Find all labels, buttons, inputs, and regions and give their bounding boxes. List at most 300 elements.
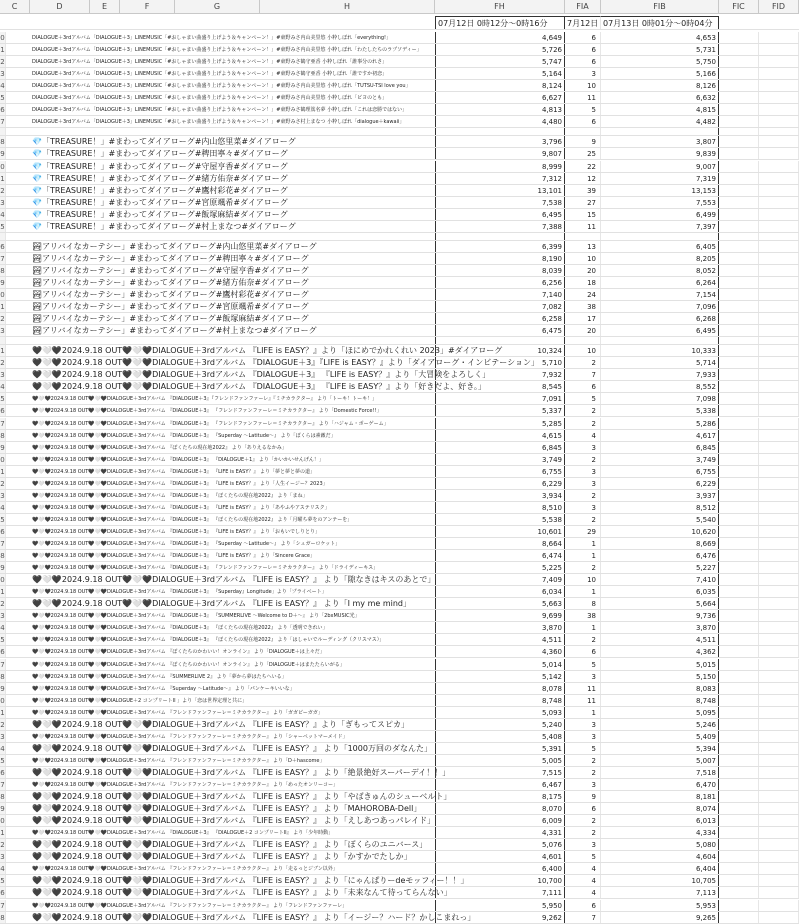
empty-cell[interactable] — [719, 839, 759, 850]
empty-cell[interactable] — [719, 815, 759, 826]
value-fia-cell[interactable]: 4 — [565, 875, 601, 886]
value-fib-cell[interactable] — [601, 337, 719, 344]
value-fib-cell[interactable]: 5,080 — [601, 839, 719, 850]
empty-cell[interactable] — [719, 454, 759, 465]
empty-cell[interactable] — [719, 241, 759, 252]
row-number[interactable]: 9 — [0, 805, 5, 814]
value-fia-cell[interactable]: 20 — [565, 325, 601, 336]
value-fh-cell[interactable]: 5,164 — [435, 68, 565, 79]
value-fia-cell[interactable]: 2 — [565, 454, 601, 465]
song-title-cell[interactable]: 🖤🤍🖤2024.9.18 OUT🖤🤍🖤DIALOGUE＋3rdアルバム 『LIFE is EASY？』 より「イージー？ハード？かしこまれっ」 — [32, 912, 476, 922]
value-fia-cell[interactable]: 29 — [565, 526, 601, 537]
table-row[interactable] — [0, 209, 799, 221]
value-fia-cell[interactable]: 1 — [565, 538, 601, 549]
empty-cell[interactable] — [759, 393, 799, 404]
empty-cell[interactable] — [759, 731, 799, 742]
value-fib-cell[interactable]: 5,246 — [601, 719, 719, 730]
column-header-fic[interactable]: FIC — [719, 0, 759, 14]
value-fh-cell[interactable] — [435, 128, 565, 135]
table-row[interactable] — [0, 719, 799, 731]
empty-cell[interactable] — [719, 767, 759, 778]
value-fh-cell[interactable]: 5,285 — [435, 418, 565, 429]
value-fia-cell[interactable]: 3 — [565, 442, 601, 453]
empty-cell[interactable] — [759, 430, 799, 441]
empty-cell[interactable] — [759, 265, 799, 276]
value-fh-cell[interactable]: 5,014 — [435, 659, 565, 670]
value-fia-cell[interactable]: 7 — [565, 369, 601, 380]
empty-cell[interactable] — [759, 683, 799, 694]
row-number[interactable]: 7 — [0, 254, 5, 263]
empty-cell[interactable] — [719, 393, 759, 404]
row-number[interactable]: 2 — [0, 600, 5, 609]
song-title-cell[interactable] — [30, 337, 435, 344]
row-number[interactable]: 3 — [0, 732, 5, 741]
row-number[interactable]: 1 — [0, 46, 5, 55]
empty-cell[interactable] — [719, 253, 759, 264]
value-fia-cell[interactable]: 10 — [565, 253, 601, 264]
empty-cell[interactable] — [759, 839, 799, 850]
row-number[interactable]: 5 — [0, 515, 5, 524]
table-row[interactable] — [0, 598, 799, 610]
value-fia-cell[interactable]: 3 — [565, 671, 601, 682]
value-fh-cell[interactable]: 8,190 — [435, 253, 565, 264]
table-row[interactable] — [0, 442, 799, 454]
value-fh-cell[interactable]: 3,934 — [435, 490, 565, 501]
value-fia-cell[interactable]: 2 — [565, 767, 601, 778]
row-number[interactable] — [0, 233, 6, 240]
value-fh-cell[interactable]: 6,475 — [435, 325, 565, 336]
table-row[interactable] — [0, 695, 799, 707]
row-number[interactable]: 5 — [0, 395, 5, 404]
row-number[interactable]: 8 — [0, 672, 5, 681]
value-fib-cell[interactable]: 4,334 — [601, 827, 719, 838]
value-fia-cell[interactable]: 25 — [565, 148, 601, 159]
value-fib-cell[interactable]: 9,007 — [601, 161, 719, 172]
empty-cell[interactable] — [759, 743, 799, 754]
table-row[interactable] — [0, 289, 799, 301]
value-fia-cell[interactable]: 3 — [565, 779, 601, 790]
row-number[interactable]: 7 — [0, 118, 5, 127]
row-number[interactable]: 5 — [0, 756, 5, 765]
value-fia-cell[interactable]: 12 — [565, 173, 601, 184]
table-row[interactable] — [0, 197, 799, 209]
empty-cell[interactable] — [719, 289, 759, 300]
value-fh-cell[interactable]: 7,091 — [435, 393, 565, 404]
table-row[interactable] — [0, 574, 799, 586]
table-row[interactable] — [0, 815, 799, 827]
value-fia-cell[interactable]: 2 — [565, 815, 601, 826]
value-fh-cell[interactable]: 7,409 — [435, 574, 565, 585]
song-title-cell[interactable]: 🖤🤍🖤2024.9.18 OUT🖤🤍🖤DIALOGUE＋3rdアルバム 『DIALOGUE＋3』 『SUMMERLIVE 〜Welcome to D＋〜』 より「2bxMUSIC光」 — [32, 613, 360, 620]
song-title-cell[interactable]: 🖤🤍🖤2024.9.18 OUT🖤🤍🖤DIALOGUE＋3rdアルバム 『DIALOGUE＋3』 『LIFE is EASY？』 より「あやふやアステリスク」 — [32, 504, 330, 511]
table-row[interactable] — [0, 839, 799, 851]
value-fia-cell[interactable]: 2 — [565, 634, 601, 645]
value-fia-cell[interactable]: 6 — [565, 803, 601, 814]
song-title-cell[interactable]: 💎「TREASURE！」#まわってダイアローグ#緒方佑奈#ダイアローグ — [32, 173, 288, 183]
table-row[interactable] — [0, 277, 799, 289]
empty-cell[interactable] — [719, 148, 759, 159]
value-fh-cell[interactable]: 8,078 — [435, 683, 565, 694]
value-fia-cell[interactable]: 20 — [565, 265, 601, 276]
value-fia-cell[interactable]: 27 — [565, 197, 601, 208]
table-row[interactable] — [0, 233, 799, 241]
table-row[interactable] — [0, 68, 799, 80]
row-number[interactable]: 2 — [0, 58, 5, 67]
row-number[interactable] — [0, 337, 6, 344]
row-number[interactable]: 1 — [0, 467, 5, 476]
table-row[interactable] — [0, 586, 799, 598]
row-number[interactable]: 6 — [0, 768, 5, 777]
song-title-cell[interactable]: 🖤🤍🖤2024.9.18 OUT🖤🤍🖤DIALOGUE＋3rdアルバム 『ぼくたちのかわいい！オンライン』 より「DIALOGUE＋はまたたらいがる」 — [32, 661, 345, 668]
value-fib-cell[interactable] — [601, 128, 719, 135]
value-fia-cell[interactable]: 2 — [565, 755, 601, 766]
song-title-cell[interactable]: 🖤🤍🖤2024.9.18 OUT🖤🤍🖤DIALOGUE＋3rdアルバム 『DIALOGUE＋3』 『ぼくたちの現在地2022』 より「月曜ち夢をのアンテーを」 — [32, 516, 353, 523]
value-fia-cell[interactable]: 2 — [565, 490, 601, 501]
row-number[interactable]: 4 — [0, 865, 5, 874]
song-title-cell[interactable]: DIALOGUE＋3rdアルバム「DIALOGUE＋3」LINEMUSIC「#おしゃまい曲盛り上げよう＆キャンペーン！」#東野みさ内山美里悠 小粋しぼれ「everything!」 — [32, 35, 392, 41]
value-fib-cell[interactable]: 7,154 — [601, 289, 719, 300]
row-number[interactable]: 8 — [0, 552, 5, 561]
table-row[interactable] — [0, 301, 799, 313]
empty-cell[interactable] — [759, 454, 799, 465]
table-row[interactable] — [0, 562, 799, 574]
song-title-cell[interactable]: 🖤🤍🖤2024.9.18 OUT🖤🤍🖤DIALOGUE＋3rdアルバム 『LIFE is EASY？』 より「I my me mind」 — [32, 599, 411, 609]
value-fia-cell[interactable]: 2 — [565, 827, 601, 838]
song-title-cell[interactable]: 🖤🤍🖤2024.9.18 OUT🖤🤍🖤DIALOGUE＋3rdアルバム 『LIFE is EASY？』 より「ぼくらのユニバース」 — [32, 840, 428, 850]
song-title-cell[interactable]: DIALOGUE＋3rdアルバム「DIALOGUE＋3」LINEMUSIC「#おしゃまい曲盛り上げよう＆キャンペーン！」#東野みさ鶴守亜香 小粋しぼれ「誰ですか初恋」 — [32, 71, 388, 78]
table-row[interactable] — [0, 92, 799, 104]
row-number[interactable]: 6 — [0, 648, 5, 657]
row-number[interactable] — [0, 128, 6, 135]
empty-cell[interactable] — [759, 478, 799, 489]
song-title-cell[interactable]: 🖤🤍🖤2024.9.18 OUT🖤🤍🖤DIALOGUE＋3rdアルバム 『フレンドファンファーレ＝ミチカラクター』 より「走るっとジブン以外」 — [32, 866, 338, 873]
value-fib-cell[interactable]: 7,113 — [601, 887, 719, 898]
table-row[interactable] — [0, 912, 799, 924]
empty-cell[interactable] — [759, 80, 799, 91]
empty-cell[interactable] — [759, 827, 799, 838]
value-fib-cell[interactable]: 4,482 — [601, 116, 719, 127]
empty-cell[interactable] — [759, 526, 799, 537]
row-number[interactable]: 2 — [0, 479, 5, 488]
row-number[interactable]: 6 — [0, 242, 5, 251]
table-row[interactable] — [0, 755, 799, 767]
value-fia-cell[interactable]: 3 — [565, 478, 601, 489]
song-title-cell[interactable]: 🖤🤍🖤2024.9.18 OUT🖤🤍🖤DIALOGUE＋3rdアルバム 『DIALOGUE＋3』 『LIFE is EASY？』 より「人生イージー？2023」 — [32, 480, 328, 487]
empty-cell[interactable] — [719, 887, 759, 898]
value-fib-cell[interactable]: 10,705 — [601, 875, 719, 886]
value-fia-cell[interactable]: 9 — [565, 136, 601, 147]
value-fib-cell[interactable]: 7,319 — [601, 173, 719, 184]
table-row[interactable] — [0, 161, 799, 173]
song-title-cell[interactable]: 🏞アリバイなカーテシー」#まわってダイアローグ#鷹村彩花#ダイアローグ — [32, 290, 309, 299]
value-fh-cell[interactable] — [435, 233, 565, 240]
value-fib-cell[interactable]: 4,604 — [601, 851, 719, 862]
value-fh-cell[interactable]: 8,999 — [435, 161, 565, 172]
empty-cell[interactable] — [759, 671, 799, 682]
empty-cell[interactable] — [719, 345, 759, 356]
value-fia-cell[interactable]: 5 — [565, 851, 601, 862]
row-number[interactable]: 0 — [0, 291, 5, 299]
table-row[interactable] — [0, 104, 799, 116]
value-fh-cell[interactable]: 6,399 — [435, 241, 565, 252]
value-fia-cell[interactable]: 17 — [565, 313, 601, 324]
value-fh-cell[interactable]: 8,124 — [435, 80, 565, 91]
value-fib-cell[interactable]: 5,150 — [601, 671, 719, 682]
song-title-cell[interactable]: 💎「TREASURE！」#まわってダイアローグ#稗田寧々#ダイアローグ — [32, 149, 288, 159]
value-fia-cell[interactable]: 2 — [565, 357, 601, 368]
row-number[interactable]: 4 — [0, 210, 5, 219]
value-fh-cell[interactable]: 8,175 — [435, 791, 565, 802]
song-title-cell[interactable]: 🖤🤍🖤2024.9.18 OUT🖤🤍🖤DIALOGUE＋3rdアルバム 『DIALOGUE＋3』 『LIFE is EASY？』より「大冒険をよろしく」 — [32, 370, 491, 380]
table-row[interactable] — [0, 502, 799, 514]
row-number[interactable]: 8 — [0, 266, 5, 275]
table-row[interactable] — [0, 241, 799, 253]
value-fh-cell[interactable]: 3,870 — [435, 622, 565, 633]
table-row[interactable] — [0, 454, 799, 466]
empty-cell[interactable] — [719, 900, 759, 911]
empty-cell[interactable] — [719, 116, 759, 127]
empty-cell[interactable] — [719, 381, 759, 392]
row-number[interactable]: 3 — [0, 327, 5, 336]
row-number[interactable]: 0 — [0, 817, 5, 826]
empty-cell[interactable] — [719, 185, 759, 196]
value-fh-cell[interactable]: 7,538 — [435, 197, 565, 208]
value-fh-cell[interactable]: 6,258 — [435, 313, 565, 324]
value-fib-cell[interactable]: 7,098 — [601, 393, 719, 404]
value-fia-cell[interactable]: 1 — [565, 622, 601, 633]
table-row[interactable] — [0, 418, 799, 430]
song-title-cell[interactable]: 🖤🤍🖤2024.9.18 OUT🖤🤍🖤DIALOGUE＋3rdアルバム 『LIFE is EASY？』 より「えしあつあっパレイド」 — [32, 816, 436, 826]
value-fh-cell[interactable]: 7,515 — [435, 767, 565, 778]
empty-cell[interactable] — [759, 695, 799, 706]
table-row[interactable] — [0, 253, 799, 265]
empty-cell[interactable] — [759, 646, 799, 657]
empty-cell[interactable] — [759, 574, 799, 585]
empty-cell[interactable] — [719, 313, 759, 324]
empty-cell[interactable] — [719, 478, 759, 489]
value-fia-cell[interactable]: 11 — [565, 695, 601, 706]
table-row[interactable] — [0, 44, 799, 56]
song-title-cell[interactable]: 🖤🤍🖤2024.9.18 OUT🖤🤍🖤DIALOGUE＋3rdアルバム 『LIFE is EASY？』 より「隙なきはキスのあとで」 — [32, 575, 436, 585]
empty-cell[interactable] — [719, 586, 759, 597]
value-fia-cell[interactable]: 5 — [565, 659, 601, 670]
song-title-cell[interactable]: 💎「TREASURE！」#まわってダイアローグ#内山悠里菜#ダイアローグ — [32, 137, 296, 147]
value-fib-cell[interactable]: 7,397 — [601, 221, 719, 232]
value-fh-cell[interactable]: 7,932 — [435, 369, 565, 380]
empty-cell[interactable] — [719, 646, 759, 657]
value-fh-cell[interactable]: 7,140 — [435, 289, 565, 300]
value-fh-cell[interactable]: 8,545 — [435, 381, 565, 392]
value-fib-cell[interactable]: 5,166 — [601, 68, 719, 79]
row-number[interactable]: 0 — [0, 696, 5, 705]
value-fia-cell[interactable]: 6 — [565, 646, 601, 657]
empty-cell[interactable] — [719, 622, 759, 633]
table-row[interactable] — [0, 32, 799, 44]
value-fib-cell[interactable]: 6,632 — [601, 92, 719, 103]
value-fh-cell[interactable]: 6,495 — [435, 209, 565, 220]
empty-cell[interactable] — [719, 357, 759, 368]
empty-cell[interactable] — [759, 562, 799, 573]
table-row[interactable] — [0, 405, 799, 417]
table-row[interactable] — [0, 381, 799, 393]
value-fib-cell[interactable]: 6,499 — [601, 209, 719, 220]
value-fh-cell[interactable]: 4,360 — [435, 646, 565, 657]
empty-cell[interactable] — [759, 197, 799, 208]
value-fia-cell[interactable] — [565, 337, 601, 344]
header-fh[interactable]: 07月12日 0時12分〜0時16分 — [435, 16, 565, 29]
value-fia-cell[interactable]: 10 — [565, 345, 601, 356]
value-fia-cell[interactable]: 38 — [565, 610, 601, 621]
value-fib-cell[interactable]: 4,653 — [601, 32, 719, 43]
value-fib-cell[interactable]: 5,015 — [601, 659, 719, 670]
empty-cell[interactable] — [759, 253, 799, 264]
value-fia-cell[interactable]: 2 — [565, 514, 601, 525]
value-fia-cell[interactable]: 11 — [565, 221, 601, 232]
row-number[interactable]: 2 — [0, 841, 5, 850]
empty-cell[interactable] — [759, 598, 799, 609]
value-fia-cell[interactable]: 6 — [565, 32, 601, 43]
song-title-cell[interactable]: 🖤🤍🖤2024.9.18 OUT🖤🤍🖤DIALOGUE＋3rdアルバム 『DIALOGUE＋3』 『LIFE is EASY？』 より「おもいでしりとり」 — [32, 528, 321, 535]
value-fh-cell[interactable]: 8,664 — [435, 538, 565, 549]
row-number[interactable]: 6 — [0, 889, 5, 898]
empty-cell[interactable] — [759, 514, 799, 525]
empty-cell[interactable] — [759, 405, 799, 416]
row-number[interactable]: 0 — [0, 162, 5, 171]
empty-cell[interactable] — [719, 44, 759, 55]
empty-cell[interactable] — [759, 767, 799, 778]
value-fh-cell[interactable]: 9,262 — [435, 912, 565, 923]
song-title-cell[interactable]: 🖤🤍🖤2024.9.18 OUT🖤🤍🖤DIALOGUE＋3rdアルバム 『DIALOGUE＋3』 『Superday 〜Latitude〜』 より「シュガーロケット」 — [32, 541, 341, 547]
song-title-cell[interactable]: 🏞アリバイなカーテシー」#まわってダイアローグ#緒方佑奈#ダイアローグ — [32, 277, 309, 287]
empty-cell[interactable] — [719, 418, 759, 429]
empty-cell[interactable] — [759, 128, 799, 135]
table-row[interactable] — [0, 646, 799, 658]
song-title-cell[interactable]: 🖤🤍🖤2024.9.18 OUT🖤🤍🖤DIALOGUE＋3rdアルバム 『LIFE is EASY？』より「ぎもってスピカ」 — [32, 719, 410, 729]
value-fia-cell[interactable]: 8 — [565, 598, 601, 609]
column-header-fib[interactable]: FIB — [601, 0, 719, 14]
value-fib-cell[interactable]: 5,286 — [601, 418, 719, 429]
row-number[interactable]: 8 — [0, 431, 5, 440]
value-fh-cell[interactable]: 6,467 — [435, 779, 565, 790]
empty-cell[interactable] — [719, 562, 759, 573]
empty-cell[interactable] — [759, 538, 799, 549]
table-row[interactable] — [0, 634, 799, 646]
row-number[interactable]: 8 — [0, 793, 5, 802]
value-fia-cell[interactable]: 6 — [565, 44, 601, 55]
song-title-cell[interactable]: 🖤🤍🖤2024.9.18 OUT🖤🤍🖤DIALOGUE＋3rdアルバム 『LIFE is EASY？』 より「にゃんぱりーdeモッフィー！！」 — [32, 876, 469, 886]
value-fia-cell[interactable]: 2 — [565, 418, 601, 429]
table-row[interactable] — [0, 466, 799, 478]
empty-cell[interactable] — [759, 381, 799, 392]
empty-cell[interactable] — [719, 610, 759, 621]
value-fh-cell[interactable]: 5,076 — [435, 839, 565, 850]
value-fib-cell[interactable]: 8,181 — [601, 791, 719, 802]
column-header-g[interactable]: G — [175, 0, 260, 14]
empty-cell[interactable] — [719, 80, 759, 91]
table-row[interactable] — [0, 345, 799, 357]
empty-cell[interactable] — [719, 173, 759, 184]
row-number[interactable]: 1 — [0, 829, 5, 838]
value-fh-cell[interactable]: 3,749 — [435, 454, 565, 465]
value-fia-cell[interactable]: 1 — [565, 707, 601, 718]
song-title-cell[interactable]: 🖤🤍🖤2024.9.18 OUT🖤🤍🖤DIALOGUE＋3rdアルバム 『DIALOGUE＋3』 『フレンドファンファーレ＝ミチカラクター』 より「ドライディーキス」 — [32, 565, 379, 572]
song-title-cell[interactable]: 🖤🤍🖤2024.9.18 OUT🖤🤍🖤DIALOGUE＋3rdアルバム 『LIFE is EASY？』より「ほにめでかれくれい 2023」#ダイアローグ — [32, 346, 503, 356]
song-title-cell[interactable]: 🖤🤍🖤2024.9.18 OUT🖤🤍🖤DIALOGUE＋2 コンプリートII 」より「恋は世界定理と共に」 — [32, 697, 248, 704]
table-row[interactable] — [0, 56, 799, 68]
value-fh-cell[interactable]: 4,649 — [435, 32, 565, 43]
value-fh-cell[interactable]: 6,845 — [435, 442, 565, 453]
table-row[interactable] — [0, 173, 799, 185]
empty-cell[interactable] — [759, 912, 799, 923]
empty-cell[interactable] — [759, 104, 799, 115]
value-fib-cell[interactable]: 7,518 — [601, 767, 719, 778]
table-row[interactable] — [0, 357, 799, 369]
column-header-c[interactable]: C — [0, 0, 30, 14]
empty-cell[interactable] — [719, 430, 759, 441]
empty-cell[interactable] — [719, 875, 759, 886]
empty-cell[interactable] — [719, 683, 759, 694]
empty-cell[interactable] — [719, 301, 759, 312]
song-title-cell[interactable]: 🖤🤍🖤2024.9.18 OUT🖤🤍🖤DIALOGUE＋3rdアルバム 『フレンドファンファーレ＝ミチカラクター』 より「フレンドファンファーレ」 — [32, 902, 348, 909]
row-number[interactable]: 4 — [0, 744, 5, 753]
empty-cell[interactable] — [719, 574, 759, 585]
empty-cell[interactable] — [719, 32, 759, 43]
empty-cell[interactable] — [719, 695, 759, 706]
value-fib-cell[interactable]: 3,807 — [601, 136, 719, 147]
table-row[interactable] — [0, 671, 799, 683]
value-fia-cell[interactable]: 4 — [565, 863, 601, 874]
value-fh-cell[interactable]: 6,009 — [435, 815, 565, 826]
row-number[interactable]: 0 — [0, 34, 5, 42]
empty-cell[interactable] — [719, 743, 759, 754]
row-number[interactable]: 2 — [0, 720, 5, 729]
table-row[interactable] — [0, 827, 799, 839]
song-title-cell[interactable]: 🖤🤍🖤2024.9.18 OUT🖤🤍🖤DIALOGUE＋3rdアルバム 『ぼくたちのかわいい！オンライン』 より「DIALOGUE＋は上々だ」 — [32, 649, 325, 656]
empty-cell[interactable] — [719, 92, 759, 103]
row-number[interactable]: 3 — [0, 70, 5, 79]
table-row[interactable] — [0, 265, 799, 277]
row-number[interactable]: 9 — [0, 564, 5, 573]
value-fh-cell[interactable]: 5,408 — [435, 731, 565, 742]
empty-cell[interactable] — [719, 277, 759, 288]
value-fia-cell[interactable]: 38 — [565, 301, 601, 312]
empty-cell[interactable] — [759, 277, 799, 288]
empty-cell[interactable] — [759, 887, 799, 898]
empty-cell[interactable] — [759, 161, 799, 172]
value-fh-cell[interactable]: 9,699 — [435, 610, 565, 621]
value-fib-cell[interactable]: 7,553 — [601, 197, 719, 208]
empty-cell[interactable] — [719, 538, 759, 549]
table-row[interactable] — [0, 550, 799, 562]
empty-cell[interactable] — [759, 44, 799, 55]
value-fia-cell[interactable]: 2 — [565, 405, 601, 416]
value-fh-cell[interactable]: 8,039 — [435, 265, 565, 276]
song-title-cell[interactable]: 🖤🤍🖤2024.9.18 OUT🖤🤍🖤DIALOGUE＋3rdアルバム 『SUMMERLIVE 2』 より「夢から夢はたちへいる」 — [32, 673, 287, 680]
song-title-cell[interactable]: 💎「TREASURE！」#まわってダイアローグ#守屋亨香#ダイアローグ — [32, 161, 288, 171]
song-title-cell[interactable]: 🖤🤍🖤2024.9.18 OUT🖤🤍🖤DIALOGUE＋3rdアルバム 『DIALOGUE＋3』 『DIALOGUE＋2 コンプリートII』 より「少年時動」 — [32, 830, 334, 837]
value-fib-cell[interactable]: 5,750 — [601, 56, 719, 67]
value-fh-cell[interactable]: 10,700 — [435, 875, 565, 886]
row-number[interactable]: 1 — [0, 303, 5, 312]
value-fib-cell[interactable]: 6,229 — [601, 478, 719, 489]
song-title-cell[interactable]: 🖤🤍🖤2024.9.18 OUT🖤🤍🖤DIALOGUE＋3rdアルバム 『DIALOGUE＋3』『フレンドファンファーレ』『ミチカラクター』 より「トーキ！トーキ！」 — [32, 396, 378, 403]
value-fib-cell[interactable]: 8,074 — [601, 803, 719, 814]
empty-cell[interactable] — [759, 92, 799, 103]
row-number[interactable]: 1 — [0, 174, 5, 183]
value-fib-cell[interactable]: 5,953 — [601, 900, 719, 911]
song-title-cell[interactable]: 🖤🤍🖤2024.9.18 OUT🖤🤍🖤DIALOGUE＋3rdアルバム 『DIALOGUE＋3』 『Superday 〜Latitude〜』 より「ぼくらは素敵だ」 — [32, 432, 336, 439]
song-title-cell[interactable]: 🖤🤍🖤2024.9.18 OUT🖤🤍🖤DIALOGUE＋3rdアルバム 『LIFE is EASY？』 より「やばきゅんのシューベルト」 — [32, 792, 452, 802]
